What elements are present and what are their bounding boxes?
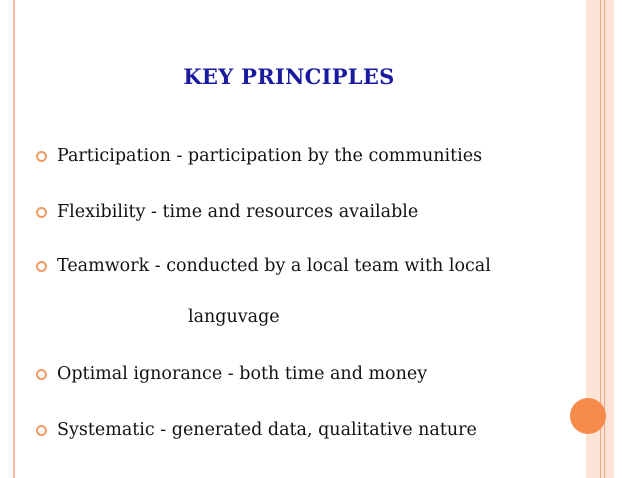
bullet-item-systematic bbox=[36, 420, 477, 440]
bullet-item-teamwork bbox=[36, 256, 491, 276]
ring-bullet-icon bbox=[36, 369, 47, 380]
orange-circle-decoration bbox=[570, 398, 606, 434]
bullet-text: Teamwork - conducted by a local team with local bbox=[57, 256, 491, 276]
bullet-item-optimal-ignorance bbox=[36, 364, 427, 384]
bullet-item-participation bbox=[36, 146, 482, 166]
slide-title: KEY PRINCIPLES bbox=[183, 64, 395, 89]
ring-bullet-icon bbox=[36, 261, 47, 272]
bullet-text: Flexibility - time and resources available bbox=[57, 202, 419, 222]
ring-bullet-icon bbox=[36, 151, 47, 162]
bullet-item-flexibility bbox=[36, 202, 418, 222]
bullet-text: Participation - participation by the communities bbox=[57, 146, 483, 166]
right-border-line bbox=[604, 0, 605, 478]
ring-bullet-icon bbox=[36, 425, 47, 436]
bullet-text-continuation: languvage bbox=[188, 307, 280, 327]
ring-bullet-icon bbox=[36, 207, 47, 218]
bullet-text: Optimal ignorance - both time and money bbox=[57, 364, 428, 384]
bullet-text: Systematic - generated data, qualitative nature bbox=[57, 420, 477, 440]
